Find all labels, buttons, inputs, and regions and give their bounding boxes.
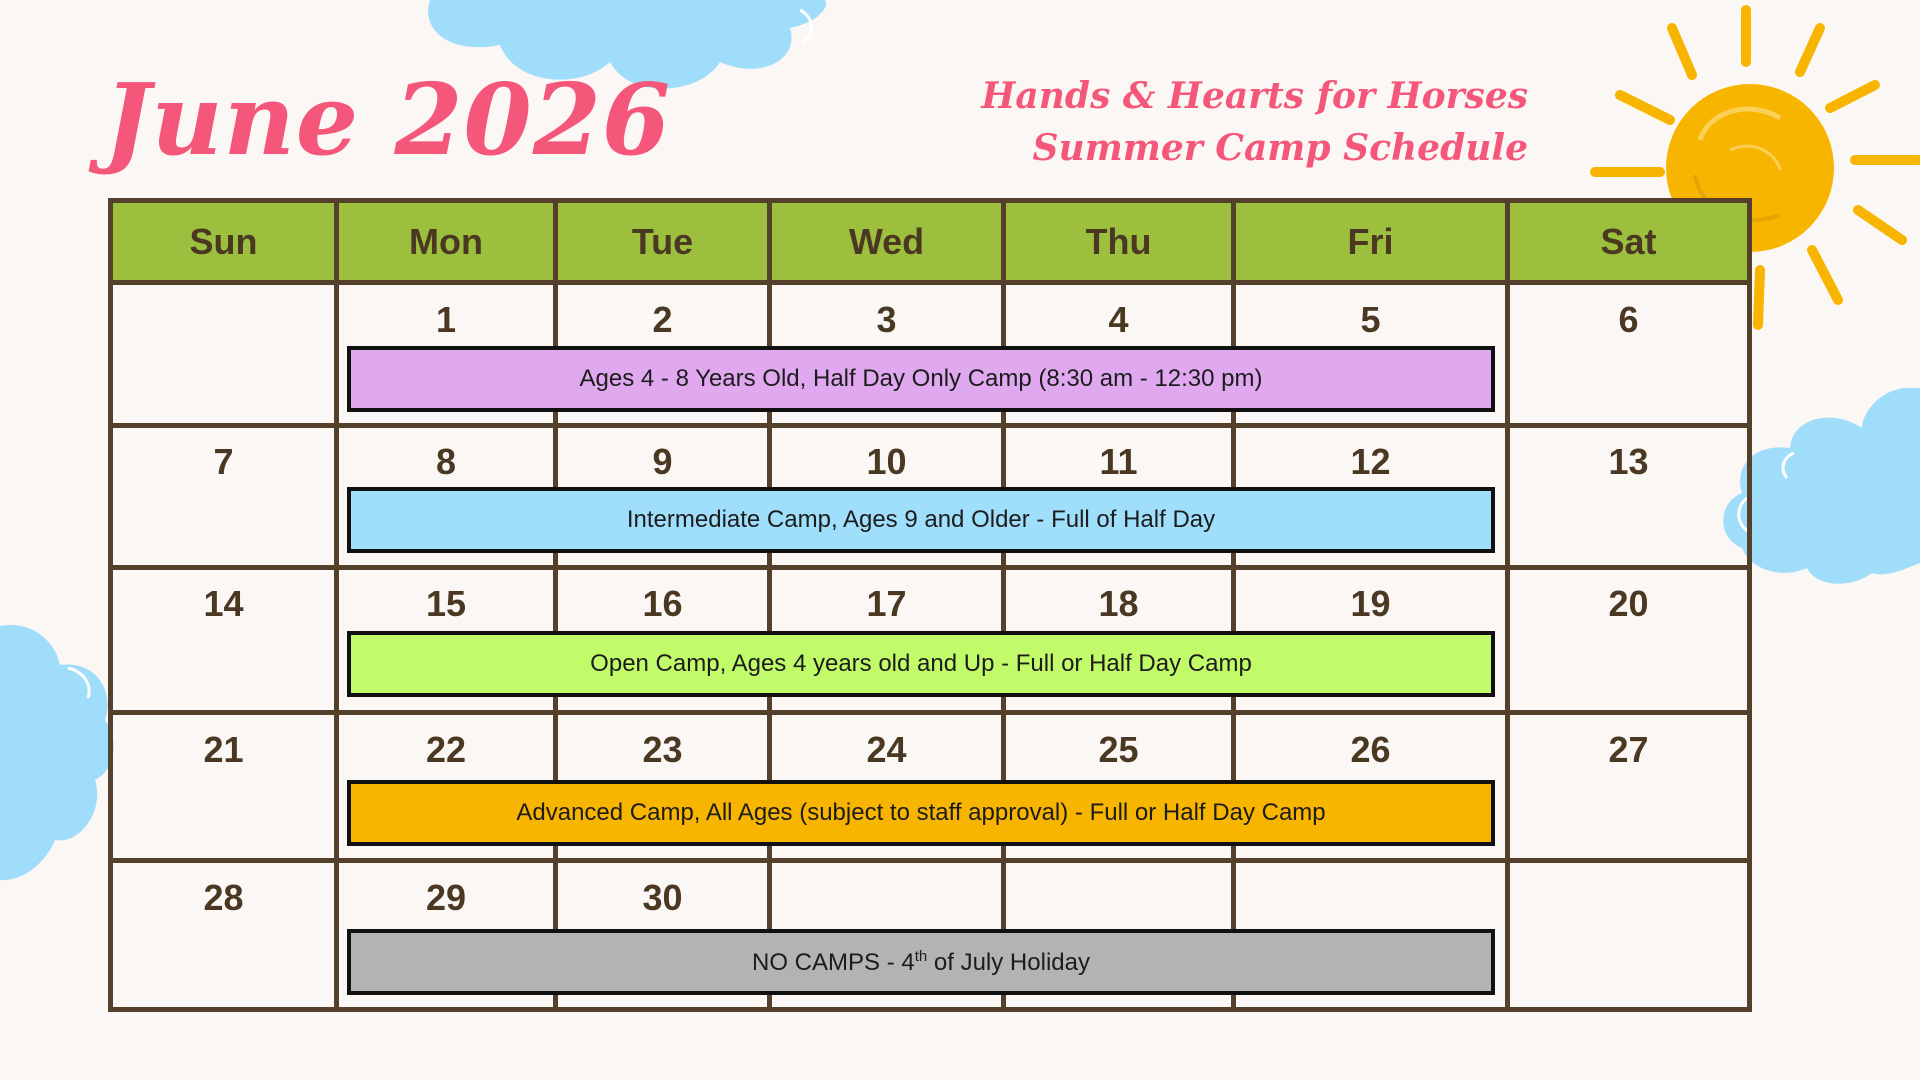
date-cell: 15 (425, 583, 467, 624)
camp-label: NO CAMPS - 4th of July Holiday (752, 947, 1090, 976)
date-cell: 26 (1350, 729, 1391, 770)
camp-label: Open Camp, Ages 4 years old and Up - Full or Half Day Camp (590, 650, 1252, 677)
date-cell: 29 (425, 877, 467, 918)
day-name-wed: Wed (848, 221, 925, 262)
date-cell: 5 (1360, 299, 1381, 340)
date-cell: 7 (213, 441, 234, 482)
date-cell: 13 (1608, 441, 1649, 482)
day-name-fri: Fri (1347, 221, 1394, 262)
schedule-title: Summer Camp Schedule (1032, 127, 1528, 169)
date-cell: 8 (435, 441, 457, 482)
date-cell: 17 (866, 583, 907, 624)
date-cell: 27 (1608, 729, 1649, 770)
date-cell: 14 (203, 583, 244, 624)
date-cell: 10 (866, 441, 907, 482)
date-cell: 28 (203, 877, 244, 918)
date-cell: 1 (435, 299, 457, 340)
date-cell: 18 (1098, 583, 1139, 624)
grid-line (113, 858, 1747, 863)
date-cell: 23 (642, 729, 683, 770)
date-cell: 9 (652, 441, 673, 482)
grid-line (113, 710, 1747, 715)
day-name-tue: Tue (631, 221, 694, 262)
date-cell: 12 (1350, 441, 1391, 482)
date-cell: 21 (203, 729, 244, 770)
day-name-mon: Mon (409, 221, 483, 262)
date-cell: 6 (1618, 299, 1639, 340)
camp-bar-no-camps (347, 929, 1495, 995)
calendar-grid (108, 198, 1752, 1012)
grid-line (113, 423, 1747, 428)
date-cell: 22 (425, 729, 467, 770)
camp-label: Ages 4 - 8 Years Old, Half Day Only Camp (8:30 am - 12:30 pm) (579, 365, 1263, 392)
date-cell: 25 (1098, 729, 1139, 770)
date-cell: 19 (1350, 583, 1391, 624)
day-name-sat: Sat (1600, 221, 1657, 262)
date-cell: 24 (866, 729, 907, 770)
month-title: June 2026 (104, 63, 672, 178)
date-cell: 30 (642, 877, 683, 918)
day-name-sun: Sun (189, 221, 258, 262)
day-name-thu: Thu (1085, 221, 1152, 262)
date-cell: 16 (642, 583, 683, 624)
grid-line (113, 565, 1747, 570)
camp-bar-open (347, 631, 1495, 697)
date-cell: 2 (652, 299, 673, 340)
cloud-icon-left (0, 620, 120, 890)
org-name: Hands & Hearts for Horses (981, 75, 1528, 117)
date-cell: 11 (1099, 441, 1138, 482)
camp-bar-ages-4-8 (347, 346, 1495, 412)
camp-bar-intermediate (347, 487, 1495, 553)
camp-label: Advanced Camp, All Ages (subject to staff approval) - Full or Half Day Camp (516, 799, 1326, 826)
camp-label: Intermediate Camp, Ages 9 and Older - Full of Half Day (626, 506, 1216, 533)
camp-bar-advanced (347, 780, 1495, 846)
date-cell: 3 (876, 299, 897, 340)
date-cell: 4 (1108, 299, 1129, 340)
date-cell: 20 (1608, 583, 1649, 624)
grid-line (113, 280, 1747, 285)
